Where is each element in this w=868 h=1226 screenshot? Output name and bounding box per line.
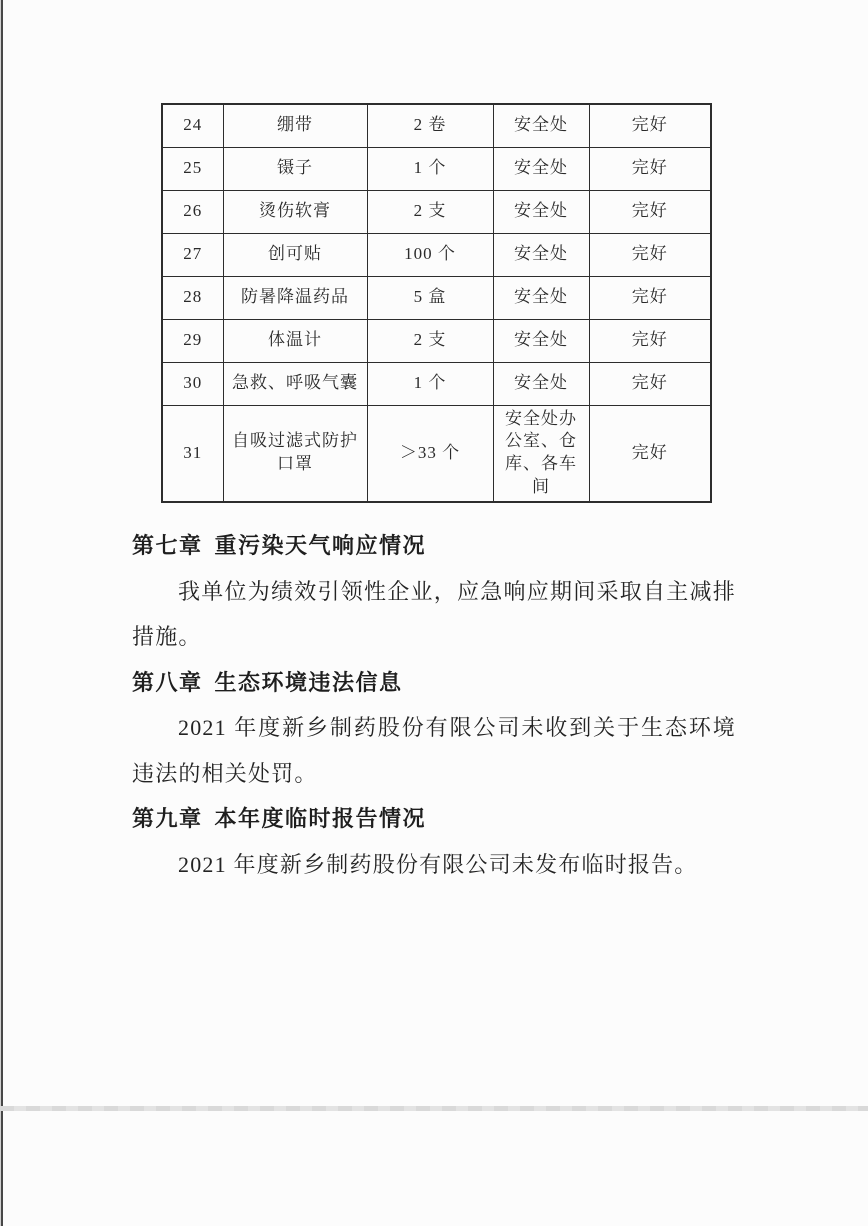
cell-item: 镊子 — [223, 147, 367, 190]
cell-location: 安全处 — [493, 276, 589, 319]
cell-status: 完好 — [589, 147, 711, 190]
emergency-supplies-table — [161, 103, 712, 503]
cell-qty: ＞33 个 — [367, 405, 493, 502]
table-row — [162, 276, 711, 319]
chapter-8-body — [132, 705, 736, 796]
cell-status: 完好 — [589, 233, 711, 276]
cell-location: 安全处 — [493, 319, 589, 362]
body-line: 违法的相关处罚。 — [132, 760, 318, 786]
cell-location: 安全处 — [493, 233, 589, 276]
body-line: 2021 年度新乡制药股份有限公司未收到关于生态环境 — [178, 715, 736, 740]
cell-no: 25 — [162, 147, 223, 190]
cell-location: 安全处 — [493, 362, 589, 405]
chapter-9-heading — [132, 796, 736, 842]
cell-item: 绷带 — [223, 104, 367, 147]
chapter-9-number: 第九章 — [132, 806, 203, 831]
cell-qty: 2 支 — [367, 190, 493, 233]
cell-qty: 2 卷 — [367, 104, 493, 147]
cell-qty: 5 盒 — [367, 276, 493, 319]
cell-location: 安全处 — [493, 190, 589, 233]
scan-edge-line — [1, 0, 3, 1226]
cell-location: 安全处办公室、仓库、各车间 — [493, 405, 589, 502]
cell-no: 29 — [162, 319, 223, 362]
body-line: 我单位为绩效引领性企业，应急响应期间采取自主减排 — [178, 578, 736, 604]
body-line: 2021 年度新乡制药股份有限公司未发布临时报告。 — [178, 851, 698, 877]
table-row — [162, 362, 711, 405]
chapter-8-number: 第八章 — [132, 669, 203, 695]
cell-item: 急救、呼吸气囊 — [223, 362, 367, 405]
cell-status: 完好 — [589, 319, 711, 362]
page-separator-band — [0, 1106, 868, 1111]
chapter-9-title: 本年度临时报告情况 — [214, 806, 427, 831]
cell-status: 完好 — [589, 405, 711, 502]
chapter-8-heading — [132, 660, 736, 706]
cell-item: 烫伤软膏 — [223, 190, 367, 233]
cell-qty: 1 个 — [367, 362, 493, 405]
table-row — [162, 190, 711, 233]
chapter-8-title: 生态环境违法信息 — [214, 669, 403, 695]
cell-no: 31 — [162, 405, 223, 502]
cell-location: 安全处 — [493, 104, 589, 147]
table-row — [162, 104, 711, 147]
cell-location: 安全处 — [493, 147, 589, 190]
cell-item: 体温计 — [223, 319, 367, 362]
chapter-7-number: 第七章 — [132, 533, 203, 558]
cell-no: 27 — [162, 233, 223, 276]
cell-qty: 1 个 — [367, 147, 493, 190]
cell-no: 28 — [162, 276, 223, 319]
cell-qty: 2 支 — [367, 319, 493, 362]
chapter-7-title: 重污染天气响应情况 — [214, 533, 427, 558]
cell-no: 24 — [162, 104, 223, 147]
table-row — [162, 233, 711, 276]
report-sections — [132, 523, 736, 887]
cell-no: 26 — [162, 190, 223, 233]
cell-item: 自吸过滤式防护口罩 — [223, 405, 367, 502]
table-row — [162, 319, 711, 362]
body-line: 措施。 — [132, 624, 202, 649]
cell-status: 完好 — [589, 190, 711, 233]
cell-item: 防暑降温药品 — [223, 276, 367, 319]
cell-no: 30 — [162, 362, 223, 405]
cell-status: 完好 — [589, 104, 711, 147]
table-row — [162, 147, 711, 190]
cell-status: 完好 — [589, 362, 711, 405]
chapter-9-body — [132, 842, 736, 888]
cell-qty: 100 个 — [367, 233, 493, 276]
chapter-7-body — [132, 569, 736, 660]
chapter-7-heading — [132, 523, 736, 569]
table-row — [162, 405, 711, 502]
cell-item: 创可贴 — [223, 233, 367, 276]
cell-status: 完好 — [589, 276, 711, 319]
